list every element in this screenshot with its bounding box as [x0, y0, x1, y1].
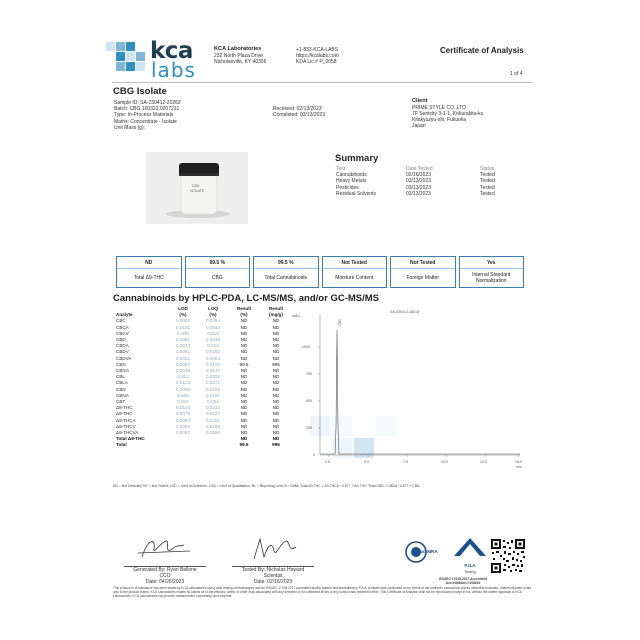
summary-status: Tested: [480, 172, 495, 179]
analyte-loq: 0.0186: [205, 430, 221, 436]
signature-tested-by: Tested By: Nicholas Howard: [241, 567, 305, 573]
chromatogram-sample-label: SA-230412-18013: [390, 310, 420, 314]
summary-header: Test: [336, 166, 346, 172]
analyte-result-mg: ND: [272, 374, 280, 380]
col-result-mg: [260, 306, 292, 318]
analyte-loq: 0.0182: [205, 349, 221, 355]
qr-code[interactable]: [490, 538, 526, 574]
sample-matrix: Matrix: Concentrate - Isolate: [114, 118, 177, 125]
analyte-lod: 0.0181: [175, 324, 191, 330]
analyte-result-mg: ND: [272, 386, 280, 392]
analyte-name: Δ9-THCVA: [116, 430, 139, 436]
ilac-mra-logo: [404, 540, 444, 564]
col-result-pct: [228, 306, 260, 318]
summary-date: 03/13/2023: [406, 178, 432, 185]
summary-table: [336, 166, 506, 197]
analyte-result-pct: ND: [240, 392, 248, 398]
analyte-result-pct: 99.5: [239, 361, 249, 367]
analyte-result-pct: ND: [240, 380, 248, 386]
summary-row: [336, 191, 506, 197]
analyte-result-pct: ND: [240, 436, 248, 442]
analyte-loq: 0.0169: [205, 386, 221, 392]
analyte-result-pct: ND: [240, 368, 248, 374]
x-tick-label: 7.5: [403, 460, 408, 464]
summary-date: 03/13/2023: [406, 184, 432, 191]
analyte-loq: 0.054: [207, 399, 219, 405]
analyte-result-mg: ND: [272, 417, 280, 423]
page-number: 1 of 4: [510, 71, 523, 77]
analyte-name: CBCA: [116, 324, 129, 330]
company-website[interactable]: https://kcalabs.com: [296, 53, 339, 60]
summary-status: Tested: [480, 184, 495, 191]
iso-text: ISO/IEC 17025:2017 Accredited: [438, 577, 488, 581]
col-lod-label: LOD: [178, 306, 188, 311]
col-lod: [168, 306, 198, 318]
result-box-normalization: [459, 256, 525, 288]
pjla-logo: [450, 536, 490, 580]
result-box-label: Foreign Matter: [406, 275, 439, 281]
col-loq: [198, 306, 228, 318]
analyte-result-pct: ND: [240, 386, 248, 392]
y-tick-label: 0: [313, 453, 315, 457]
result-box-label: Moisture Content: [335, 275, 374, 281]
pjla-icon: [450, 536, 490, 558]
result-box-value: 99.5 %: [254, 257, 318, 269]
analyte-loq: 0.0181: [205, 392, 221, 398]
analyte-result-pct: ND: [240, 405, 248, 411]
summary-test: Heavy Metals: [336, 178, 367, 185]
summary-date: 02/16/2023: [406, 172, 432, 179]
analyte-loq: 0.0206: [205, 423, 221, 429]
result-box-value: Not Tested: [391, 257, 455, 269]
analyte-name: CBL: [116, 374, 125, 380]
qr-code-icon: [490, 538, 526, 574]
analyte-result-pct: ND: [240, 330, 248, 336]
col-result-mg-unit: (mg/g): [268, 312, 284, 318]
logo-cube: [126, 62, 135, 71]
analyte-loq: 0.0147: [205, 368, 221, 374]
analyte-result-pct: ND: [240, 374, 248, 380]
summary-status: Tested: [480, 178, 495, 185]
company-phone: +1-833-KCA-LABS: [296, 47, 339, 53]
pjla-name: PJLA: [464, 563, 476, 568]
company-license: KDA Lic # P_0058: [296, 59, 337, 66]
col-result-pct-unit: (%): [240, 312, 248, 318]
pjla-sub: Testing: [464, 570, 476, 575]
analyte-lod: 0.018: [177, 399, 189, 405]
analyte-result-mg: ND: [272, 337, 280, 343]
analyte-lod: 0.012: [177, 374, 189, 380]
x-tick-label: 2.5: [325, 460, 330, 464]
analyte-loq: 0.018: [207, 330, 219, 336]
analyte-result-pct: ND: [240, 355, 248, 361]
analyte-loq: 0.0063: [205, 355, 221, 361]
result-box-foreign-matter: [390, 256, 456, 288]
analyte-result-mg: 995: [272, 361, 280, 367]
analyte-name: CBC: [116, 318, 126, 324]
chromatogram-y-unit: mAU: [292, 314, 300, 318]
client-info: [412, 98, 483, 129]
jar-label-line2: ISOLATE: [190, 189, 205, 193]
analyte-lod: 0.0093: [175, 318, 191, 324]
analyte-result-mg: ND: [272, 430, 280, 436]
sample-name: CBG Isolate: [113, 86, 167, 97]
analyte-result-pct: ND: [240, 324, 248, 330]
analyte-loq: 0.013: [207, 343, 219, 349]
signature-date: Date: 04/26/2023: [145, 579, 185, 586]
analyte-name: CBNA: [116, 392, 129, 398]
cannabinoids-body: [114, 318, 292, 448]
analyte-name: CBN: [116, 386, 126, 392]
chromatogram: [290, 308, 526, 474]
analyte-result-mg: ND: [272, 324, 280, 330]
analyte-result-pct: ND: [240, 430, 248, 436]
analyte-result-mg: ND: [272, 343, 280, 349]
analyte-lod: 0.0057: [175, 361, 191, 367]
iso-accreditation: [430, 577, 496, 585]
analyte-result-pct: ND: [240, 423, 248, 429]
company-address-line2: Nicholasville, KY 40356: [214, 58, 267, 65]
company-contact: [296, 47, 339, 66]
x-axis-unit: min: [516, 465, 522, 469]
analyte-name: CBDV: [116, 349, 129, 355]
analyte-result-pct: ND: [240, 411, 248, 417]
analyte-lod: 0.0062: [175, 430, 191, 436]
signature-generated-by: Generated By: Ryan Bellone: [133, 567, 197, 573]
analyte-name: Δ9-THCV: [116, 423, 136, 429]
x-tick-label: 15.0: [515, 460, 522, 464]
analyte-result-pct: ND: [240, 417, 248, 423]
logo-cube: [126, 42, 135, 51]
y-tick-label: 1000: [302, 345, 310, 349]
analyte-result-mg: ND: [272, 368, 280, 374]
product-photo: [146, 152, 248, 224]
y-tick-label: 750: [306, 372, 312, 376]
y-tick-label: 500: [306, 399, 312, 403]
sample-unit-mass: Unit Mass (g):: [114, 124, 146, 131]
analyte-lod: 0.0076: [175, 411, 191, 417]
analyte-name: Δ9-THCA: [116, 417, 136, 423]
analyte-name: CBT: [116, 399, 126, 405]
analyte-loq: 0.0172: [205, 361, 221, 367]
client-label: Client: [412, 98, 428, 104]
analyte-result-pct: ND: [240, 337, 248, 343]
summary-header: Status: [480, 166, 495, 172]
logo-cube: [126, 52, 135, 61]
analyte-name: Total: [116, 442, 127, 448]
col-analyte: [114, 306, 168, 318]
result-box-label: CBG: [211, 275, 223, 281]
signature-date: Date: 02/16/2023: [253, 579, 293, 586]
analyte-result-mg: ND: [272, 380, 280, 386]
sample-id: Sample ID: SA-230412-20262: [114, 100, 181, 106]
summary-test: Pesticides: [336, 184, 359, 191]
total-row: [114, 442, 292, 448]
company-info: [214, 46, 266, 65]
analyte-lod: 0.0104: [175, 405, 191, 411]
logo-wordmark-kca: kca: [150, 38, 193, 64]
analyte-loq: [198, 442, 228, 448]
analyte-name: CBDVA: [116, 355, 132, 361]
logo-cube: [116, 42, 125, 51]
analyte-loq: 0.0335: [205, 374, 221, 380]
result-box-value: Not Tested: [323, 257, 387, 269]
col-lod-unit: (%): [179, 312, 187, 318]
sample-type: Type: In-Process Materials: [114, 112, 174, 119]
analyte-name: Δ8-THC: [116, 405, 133, 411]
result-box-value: ND: [117, 257, 181, 269]
analyte-name: Total Δ9-THC: [116, 436, 145, 442]
analyte-result-pct: ND: [240, 343, 248, 349]
accreditation-number: Accreditation #108651: [445, 581, 481, 586]
analyte-lod: 0.006: [177, 330, 189, 336]
analyte-name: CBG: [116, 361, 126, 367]
disclaimer: This product is of substance has been tested by KCA Laboratories using valid testing methodologies and an ISO/IEC 17025:2017 accredited quality system and accredited by PJLA. Analysis was conducted to the extent of the method's instructions unless otherwise indicated. Values reported relate only to the product tested. KCA Laboratories makes no claims as to the efficacy, safety, or other risks associated with any detected or non-detected levels of any compounds reported herein. This Certificate of Analysis shall not be reproduced except in full, without the written approval of KCA Laboratories. KCA Laboratories can provide measurement uncertainty upon request.: [113, 586, 532, 598]
result-box-label: Internal Standard Normalization: [472, 272, 511, 284]
chromatogram-svg: [290, 308, 526, 474]
analyte-name: CBD: [116, 337, 126, 343]
analyte-result-mg: ND: [272, 405, 280, 411]
jar-image: [146, 152, 248, 224]
analyte-result-mg: ND: [272, 423, 280, 429]
result-box-label: Total Cannabinoids: [264, 275, 308, 281]
analyte-result-pct: 99.5: [239, 442, 249, 448]
analyte-result-mg: 995: [272, 442, 280, 448]
signature-role: Scientist: [263, 573, 283, 580]
x-tick-label: 12.5: [480, 460, 487, 464]
sample-details: [114, 100, 181, 131]
ilac-mra-text: ilac-MRA: [418, 549, 438, 554]
summary-header: Date Tested: [406, 166, 433, 172]
completed-date: Completed: 03/13/2023: [273, 112, 325, 119]
analyte-lod: 0.0021: [175, 355, 191, 361]
analyte-result-pct: ND: [240, 349, 248, 355]
result-box-label: Total Δ9-THC: [133, 275, 164, 281]
logo-cube: [136, 62, 145, 71]
col-loq-label: LOQ: [208, 306, 218, 311]
analyte-result-mg: ND: [272, 330, 280, 336]
analyte-name: CBCV: [116, 330, 129, 336]
analyte-loq: 0.0251: [205, 417, 221, 423]
cannabinoids-table: [114, 306, 292, 449]
signature-scribble: [120, 535, 210, 561]
analyte-loq: 0.0284: [205, 318, 221, 324]
analyte-lod: 0.0049: [175, 368, 191, 374]
analyte-loq: 0.0242: [205, 337, 221, 343]
result-box-cbg: [185, 256, 251, 288]
logo-cube: [116, 62, 125, 71]
analyte-result-mg: ND: [272, 349, 280, 355]
client-line: PRIME STYLE CO.,LTD: [412, 104, 466, 111]
watermark-cubes: [310, 416, 396, 458]
analyte-name: Δ9-THC: [116, 411, 133, 417]
logo-cube: [106, 42, 115, 51]
company-name: KCA Laboratories: [214, 46, 262, 52]
analyte-loq: 0.0312: [205, 405, 221, 411]
analyte-loq: 0.0371: [205, 380, 221, 386]
analyte-result-mg: ND: [272, 355, 280, 361]
cannabinoids-header-row: [114, 306, 292, 318]
signature-block-2: [228, 535, 318, 586]
result-box-value: 99.5 %: [186, 257, 250, 269]
analyte-result-mg: ND: [272, 436, 280, 442]
logo-cube: [136, 52, 145, 61]
result-box-total-cannabinoids: [253, 256, 319, 288]
chromatogram-peak-label: CBG: [338, 319, 342, 326]
signature-role: CCO: [159, 573, 171, 580]
analyte-loq: 0.0543: [205, 324, 221, 330]
summary-date: 03/13/2023: [406, 190, 432, 197]
x-tick-label: 5.0: [364, 460, 369, 464]
result-box-moisture: [322, 256, 388, 288]
analyte-lod: 0.0124: [175, 380, 191, 386]
x-tick-label: 10.0: [441, 460, 448, 464]
summary-status: Tested: [480, 190, 495, 197]
footnote: ND = Not Detected; NT = Not Tested; LOD = Limit of Detection; LOQ = Limit of Quantitation; RL = Reporting Limit; Δ = Delta; Total Δ9-THC = Δ9-THCA * 0.877 + Δ9-THC; Total CBD = CBDA * 0.877 + CBD;: [113, 484, 421, 488]
summary-test: Residual Solvents: [336, 190, 377, 197]
received-date: Received: 02/13/2023: [273, 106, 322, 112]
result-box-value: Yes: [460, 257, 524, 269]
summary-title: Summary: [335, 153, 379, 164]
analyte-lod: 0.0043: [175, 343, 191, 349]
company-address-line1: 232 North Plaza Drive: [214, 52, 263, 59]
signature-scribble: [228, 535, 318, 561]
analyte-lod: 0.0061: [175, 349, 191, 355]
analyte-lod: 0.0056: [175, 386, 191, 392]
analyte-name: CBLA: [116, 380, 129, 386]
analyte-result-mg: ND: [272, 411, 280, 417]
client-line: Kitakyuzyu-shi, Fukuoka: [412, 117, 467, 123]
result-boxes: [116, 256, 524, 288]
analyte-result-mg: ND: [272, 399, 280, 405]
logo-cube: [116, 52, 125, 61]
jar-label-line1: CBG: [192, 184, 200, 188]
document-title: Certificate of Analysis: [440, 46, 524, 55]
analyte-loq: 0.0227: [205, 411, 221, 417]
signature-block-1: [120, 535, 210, 586]
summary-test: Cannabinoids: [336, 172, 367, 179]
analyte-result-mg: ND: [272, 392, 280, 398]
col-result-mg-label: Result: [268, 306, 284, 311]
header-divider: [112, 82, 532, 83]
analyte-lod: 0.0069: [175, 423, 191, 429]
analyte-lod: 0.006: [177, 392, 189, 398]
client-line: 7F Sentcity 3-1-1, Kokurakita-ku: [412, 110, 484, 117]
analyte-lod: 0.0084: [175, 417, 191, 423]
sample-dates: [273, 106, 325, 118]
logo-wordmark-labs: labs: [151, 58, 196, 82]
cannabinoids-section-title: Cannabinoids by HPLC-PDA, LC-MS/MS, and/or GC-MS/MS: [113, 293, 379, 304]
analyte-name: CBDA: [116, 343, 129, 349]
client-line: Japan: [412, 123, 426, 130]
col-analyte-label: Analyte: [116, 312, 133, 318]
analyte-lod: 0.0081: [175, 337, 191, 343]
col-loq-unit: (%): [209, 312, 217, 318]
analyte-result-pct: ND: [240, 399, 248, 405]
y-tick-label: 250: [306, 426, 312, 430]
analyte-result-mg: ND: [272, 318, 280, 324]
result-box-total-d9-thc: [116, 256, 182, 288]
analyte-name: CBGA: [116, 368, 130, 374]
analyte-lod: [168, 442, 198, 448]
sample-batch: Batch: CBG.100322.0207231: [114, 106, 180, 113]
analyte-result-pct: ND: [240, 318, 248, 324]
col-result-pct-label: Result: [236, 306, 252, 311]
